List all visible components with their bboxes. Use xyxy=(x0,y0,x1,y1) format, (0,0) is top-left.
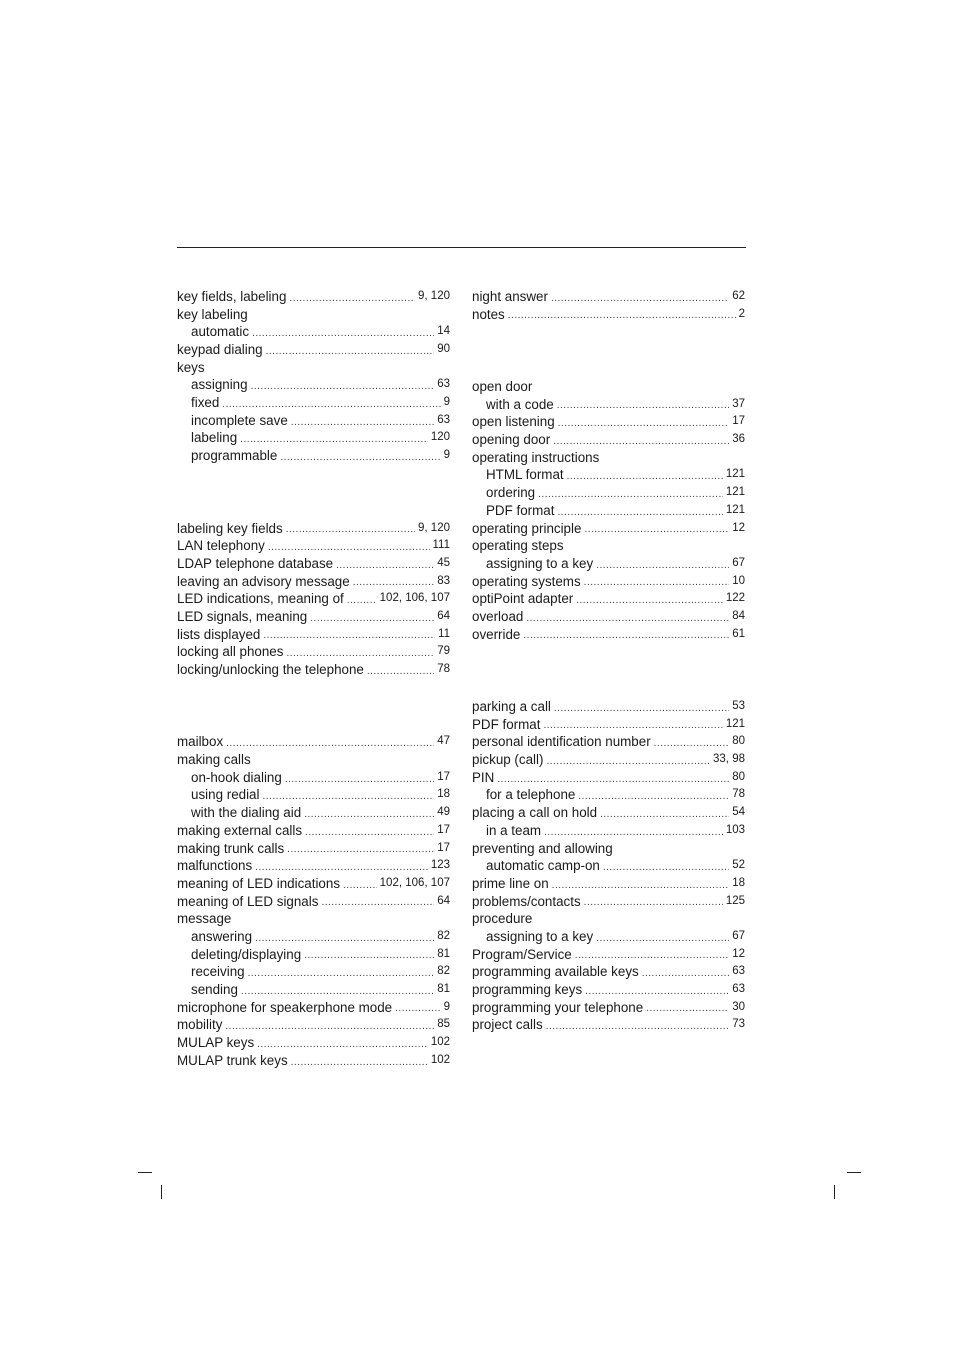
entry-term: mailbox xyxy=(177,734,224,750)
dot-leader xyxy=(257,1038,428,1052)
section-gap xyxy=(177,679,450,716)
dot-leader xyxy=(343,879,377,893)
entry-term: pickup (call) xyxy=(472,752,544,768)
entry-pages: 18 xyxy=(437,788,450,801)
entry-term: LED indications, meaning of xyxy=(177,591,344,607)
index-entry xyxy=(177,626,450,644)
index-entry xyxy=(472,608,745,626)
index-entry xyxy=(177,608,450,626)
entry-term: PIN xyxy=(472,769,495,785)
dot-leader xyxy=(543,719,722,733)
index-subentry xyxy=(177,787,450,805)
entry-pages: 17 xyxy=(732,415,745,428)
entry-pages: 33, 98 xyxy=(713,753,745,766)
dot-leader xyxy=(291,416,434,430)
entry-pages: 53 xyxy=(732,700,745,713)
entry-term: keys xyxy=(177,359,205,375)
entry-pages: 121 xyxy=(725,503,745,516)
entry-pages: 79 xyxy=(437,645,450,658)
entry-pages: 17 xyxy=(437,770,450,783)
dot-leader xyxy=(240,433,428,447)
dot-leader xyxy=(654,737,730,751)
index-entry xyxy=(472,537,745,555)
dot-leader xyxy=(538,488,723,502)
entry-pages: 63 xyxy=(732,983,745,996)
index-subentry xyxy=(472,822,745,840)
dot-leader xyxy=(497,773,729,787)
dot-leader xyxy=(526,612,729,626)
entry-term: parking a call xyxy=(472,699,551,715)
entry-pages: 122 xyxy=(725,592,745,605)
index-entry xyxy=(177,910,450,928)
index-subentry xyxy=(177,376,450,394)
dot-leader xyxy=(557,399,729,413)
index-entry xyxy=(177,893,450,911)
entry-pages: 37 xyxy=(732,397,745,410)
index-entry xyxy=(472,1016,745,1034)
entry-pages: 9, 120 xyxy=(418,521,450,534)
index-subentry xyxy=(177,946,450,964)
entry-term: lists displayed xyxy=(177,626,261,642)
entry-term: procedure xyxy=(472,911,533,927)
index-entry xyxy=(177,751,450,769)
index-entry xyxy=(177,643,450,661)
entry-term: using redial xyxy=(191,787,260,803)
entry-pages: 2 xyxy=(738,307,745,320)
entry-pages: 9 xyxy=(443,449,450,462)
section-gap xyxy=(472,323,745,360)
entry-term: locking/unlocking the telephone xyxy=(177,662,364,678)
dot-leader xyxy=(546,1020,730,1034)
entry-term: labeling xyxy=(191,430,238,446)
index-subentry xyxy=(177,963,450,981)
entry-term: programming your telephone xyxy=(472,999,644,1015)
dot-leader xyxy=(600,808,729,822)
index-entry xyxy=(177,537,450,555)
entry-term: PDF format xyxy=(486,502,555,518)
index-entry xyxy=(177,1034,450,1052)
entry-pages: 84 xyxy=(732,609,745,622)
index-subentry xyxy=(177,394,450,412)
entry-term: MULAP keys xyxy=(177,1035,255,1051)
dot-leader xyxy=(546,755,710,769)
entry-term: on-hook dialing xyxy=(191,769,282,785)
entry-term: operating instructions xyxy=(472,449,600,465)
dot-leader xyxy=(553,435,729,449)
dot-leader xyxy=(567,470,723,484)
entry-term: in a team xyxy=(486,822,542,838)
entry-term: personal identification number xyxy=(472,734,651,750)
index-entry xyxy=(177,520,450,538)
entry-pages: 54 xyxy=(732,806,745,819)
entry-pages: 63 xyxy=(437,378,450,391)
entry-pages: 78 xyxy=(732,788,745,801)
entry-pages: 11 xyxy=(438,627,450,640)
dot-leader xyxy=(584,576,730,590)
entry-term: malfunctions xyxy=(177,858,253,874)
entry-pages: 90 xyxy=(437,343,450,356)
entry-pages: 36 xyxy=(732,433,745,446)
index-entry xyxy=(472,804,745,822)
index-entry xyxy=(472,981,745,999)
entry-term: notes xyxy=(472,306,505,322)
index-entry xyxy=(177,822,450,840)
dot-leader xyxy=(575,949,729,963)
dot-leader xyxy=(305,826,434,840)
index-entry xyxy=(472,716,745,734)
entry-term: opening door xyxy=(472,432,551,448)
index-entry xyxy=(472,306,745,324)
section-gap xyxy=(177,716,450,734)
entry-term: labeling key fields xyxy=(177,520,283,536)
dot-leader xyxy=(596,559,729,573)
entry-pages: 73 xyxy=(732,1018,745,1031)
index-entry xyxy=(472,573,745,591)
header-rule xyxy=(177,247,746,248)
entry-term: programming available keys xyxy=(472,964,639,980)
dot-leader xyxy=(251,380,435,394)
entry-pages: 9, 120 xyxy=(418,289,450,302)
section-gap xyxy=(472,680,745,698)
dot-leader xyxy=(523,629,729,643)
entry-pages: 67 xyxy=(732,929,745,942)
entry-pages: 103 xyxy=(725,823,745,836)
entry-pages: 82 xyxy=(437,965,450,978)
dot-leader xyxy=(557,506,722,520)
dot-leader xyxy=(347,594,377,608)
entry-term: operating steps xyxy=(472,538,564,554)
entry-term: open door xyxy=(472,379,533,395)
entry-pages: 30 xyxy=(732,1000,745,1013)
entry-term: preventing and allowing xyxy=(472,840,613,856)
entry-term: key labeling xyxy=(177,306,248,322)
dot-leader xyxy=(280,451,440,465)
entry-term: receiving xyxy=(191,964,245,980)
entry-term: message xyxy=(177,911,232,927)
dot-leader xyxy=(286,523,415,537)
index-entry xyxy=(177,1016,450,1034)
dot-leader xyxy=(287,843,434,857)
dot-leader xyxy=(508,309,736,323)
entry-term: assigning xyxy=(191,377,248,393)
entry-term: making trunk calls xyxy=(177,840,285,856)
entry-term: with the dialing aid xyxy=(191,805,302,821)
index-entry xyxy=(472,626,745,644)
crop-mark xyxy=(834,1185,835,1199)
entry-pages: 82 xyxy=(437,929,450,942)
index-subentry xyxy=(177,928,450,946)
dot-leader xyxy=(551,292,729,306)
index-subentry xyxy=(177,412,450,430)
dot-leader xyxy=(304,808,434,822)
entry-pages: 80 xyxy=(732,735,745,748)
entry-term: placing a call on hold xyxy=(472,805,598,821)
entry-term: keypad dialing xyxy=(177,342,263,358)
index-entry xyxy=(472,751,745,769)
index-entry xyxy=(472,840,745,858)
entry-term: key fields, labeling xyxy=(177,288,287,304)
entry-pages: 83 xyxy=(437,574,450,587)
dot-leader xyxy=(255,861,428,875)
section-gap xyxy=(177,502,450,520)
index-entry xyxy=(472,946,745,964)
index-entry xyxy=(472,698,745,716)
index-entry xyxy=(177,573,450,591)
dot-leader xyxy=(291,1056,428,1070)
index-entry xyxy=(472,875,745,893)
entry-pages: 121 xyxy=(725,486,745,499)
dot-leader xyxy=(262,790,434,804)
entry-pages: 102 xyxy=(430,1036,450,1049)
entry-pages: 102 xyxy=(430,1053,450,1066)
entry-term: for a telephone xyxy=(486,787,576,803)
index-subentry xyxy=(177,323,450,341)
dot-leader xyxy=(255,932,434,946)
index-subentry xyxy=(472,787,745,805)
section-gap xyxy=(472,360,745,378)
entry-term: ordering xyxy=(486,485,536,501)
section-gap xyxy=(177,465,450,502)
dot-leader xyxy=(578,790,729,804)
entry-pages: 64 xyxy=(437,894,450,907)
index-entry xyxy=(177,288,450,306)
entry-pages: 52 xyxy=(732,859,745,872)
entry-pages: 62 xyxy=(732,289,745,302)
entry-pages: 47 xyxy=(437,735,450,748)
entry-term: mobility xyxy=(177,1017,223,1033)
entry-term: LAN telephony xyxy=(177,538,265,554)
dot-leader xyxy=(367,665,434,679)
index-entry xyxy=(472,288,745,306)
entry-term: open listening xyxy=(472,414,555,430)
entry-term: meaning of LED indications xyxy=(177,875,341,891)
index-entry xyxy=(472,590,745,608)
entry-pages: 9 xyxy=(443,1000,450,1013)
index-subentry xyxy=(472,396,745,414)
index-subentry xyxy=(472,857,745,875)
entry-pages: 49 xyxy=(437,806,450,819)
entry-term: automatic xyxy=(191,324,250,340)
entry-pages: 12 xyxy=(732,521,745,534)
dot-leader xyxy=(263,629,435,643)
index-column-left xyxy=(177,288,450,1070)
entry-pages: 17 xyxy=(437,841,450,854)
dot-leader xyxy=(584,523,729,537)
dot-leader xyxy=(642,967,729,981)
entry-term: problems/contacts xyxy=(472,893,581,909)
index-entry xyxy=(472,963,745,981)
index-subentry xyxy=(177,447,450,465)
entry-pages: 61 xyxy=(732,627,745,640)
dot-leader xyxy=(544,826,723,840)
dot-leader xyxy=(395,1002,440,1016)
index-subentry xyxy=(472,502,745,520)
dot-leader xyxy=(289,292,415,306)
index-entry xyxy=(177,857,450,875)
entry-term: automatic camp-on xyxy=(486,858,600,874)
entry-term: incomplete save xyxy=(191,412,288,428)
index-entry xyxy=(472,520,745,538)
entry-term: LED signals, meaning xyxy=(177,608,308,624)
index-subentry xyxy=(177,981,450,999)
dot-leader xyxy=(552,879,730,893)
index-entry xyxy=(472,733,745,751)
entry-pages: 10 xyxy=(732,574,745,587)
entry-pages: 102, 106, 107 xyxy=(379,592,450,605)
index-entry xyxy=(472,910,745,928)
entry-term: making calls xyxy=(177,752,251,768)
dot-leader xyxy=(286,647,434,661)
dot-leader xyxy=(304,949,434,963)
entry-pages: 121 xyxy=(725,717,745,730)
index-subentry xyxy=(472,555,745,573)
entry-term: making external calls xyxy=(177,822,303,838)
crop-mark xyxy=(847,1172,861,1173)
entry-term: sending xyxy=(191,982,238,998)
index-entry xyxy=(472,893,745,911)
entry-term: night answer xyxy=(472,288,548,304)
entry-pages: 45 xyxy=(437,556,450,569)
entry-term: leaving an advisory message xyxy=(177,573,350,589)
entry-term: project calls xyxy=(472,1017,543,1033)
index-entry xyxy=(472,378,745,396)
entry-term: answering xyxy=(191,928,253,944)
entry-term: microphone for speakerphone mode xyxy=(177,999,393,1015)
entry-term: assigning to a key xyxy=(486,555,594,571)
entry-pages: 80 xyxy=(732,770,745,783)
entry-term: overload xyxy=(472,608,524,624)
entry-term: programmable xyxy=(191,448,278,464)
index-entry xyxy=(472,999,745,1017)
dot-leader xyxy=(248,967,435,981)
index-entry xyxy=(177,306,450,324)
dot-leader xyxy=(576,594,723,608)
entry-term: operating systems xyxy=(472,573,581,589)
entry-pages: 12 xyxy=(732,947,745,960)
index-entry xyxy=(177,555,450,573)
dot-leader xyxy=(321,896,434,910)
entry-term: operating principle xyxy=(472,520,582,536)
index-subentry xyxy=(472,484,745,502)
entry-pages: 63 xyxy=(732,965,745,978)
index-subentry xyxy=(177,769,450,787)
index-entry xyxy=(472,413,745,431)
dot-leader xyxy=(558,417,730,431)
index-entry xyxy=(177,733,450,751)
entry-pages: 67 xyxy=(732,556,745,569)
entry-pages: 64 xyxy=(437,609,450,622)
dot-leader xyxy=(252,327,434,341)
dot-leader xyxy=(584,896,723,910)
entry-term: prime line on xyxy=(472,875,549,891)
index-entry xyxy=(177,999,450,1017)
entry-term: optiPoint adapter xyxy=(472,591,574,607)
dot-leader xyxy=(226,737,434,751)
dot-leader xyxy=(266,345,435,359)
index-entry xyxy=(177,590,450,608)
entry-term: programming keys xyxy=(472,982,583,998)
entry-pages: 18 xyxy=(732,876,745,889)
index-entry xyxy=(177,341,450,359)
index-entry xyxy=(177,1052,450,1070)
entry-term: locking all phones xyxy=(177,644,284,660)
entry-pages: 111 xyxy=(432,539,450,552)
index-entry xyxy=(177,875,450,893)
entry-pages: 17 xyxy=(437,823,450,836)
dot-leader xyxy=(646,1002,729,1016)
entry-pages: 81 xyxy=(437,947,450,960)
entry-term: PDF format xyxy=(472,716,541,732)
crop-mark xyxy=(161,1185,162,1199)
index-subentry xyxy=(472,467,745,485)
entry-term: deleting/displaying xyxy=(191,946,302,962)
entry-pages: 125 xyxy=(725,894,745,907)
index-subentry xyxy=(177,430,450,448)
index-entry xyxy=(472,431,745,449)
entry-term: with a code xyxy=(486,396,554,412)
index-entry xyxy=(177,661,450,679)
entry-pages: 121 xyxy=(725,468,745,481)
index-entry xyxy=(177,359,450,377)
entry-pages: 120 xyxy=(430,431,450,444)
dot-leader xyxy=(241,985,434,999)
dot-leader xyxy=(554,702,729,716)
dot-leader xyxy=(285,773,434,787)
entry-term: fixed xyxy=(191,395,220,411)
dot-leader xyxy=(596,932,729,946)
dot-leader xyxy=(310,612,434,626)
entry-pages: 85 xyxy=(437,1018,450,1031)
dot-leader xyxy=(336,559,434,573)
dot-leader xyxy=(225,1020,434,1034)
index-entry xyxy=(472,449,745,467)
entry-term: Program/Service xyxy=(472,946,572,962)
entry-term: HTML format xyxy=(486,467,564,483)
entry-pages: 123 xyxy=(430,859,450,872)
dot-leader xyxy=(603,861,729,875)
entry-term: MULAP trunk keys xyxy=(177,1052,288,1068)
index-column-right xyxy=(472,288,745,1034)
entry-pages: 78 xyxy=(437,663,450,676)
entry-term: override xyxy=(472,626,521,642)
crop-mark xyxy=(138,1172,152,1173)
entry-pages: 9 xyxy=(443,396,450,409)
dot-leader xyxy=(353,576,435,590)
section-gap xyxy=(472,643,745,680)
entry-term: LDAP telephone database xyxy=(177,555,334,571)
entry-term: assigning to a key xyxy=(486,928,594,944)
index-subentry xyxy=(177,804,450,822)
entry-term: meaning of LED signals xyxy=(177,893,319,909)
entry-pages: 102, 106, 107 xyxy=(379,876,450,889)
dot-leader xyxy=(585,985,729,999)
dot-leader xyxy=(268,541,430,555)
dot-leader xyxy=(222,398,440,412)
entry-pages: 14 xyxy=(437,325,450,338)
index-subentry xyxy=(472,928,745,946)
entry-pages: 63 xyxy=(437,413,450,426)
index-entry xyxy=(472,769,745,787)
index-entry xyxy=(177,840,450,858)
entry-pages: 81 xyxy=(437,983,450,996)
